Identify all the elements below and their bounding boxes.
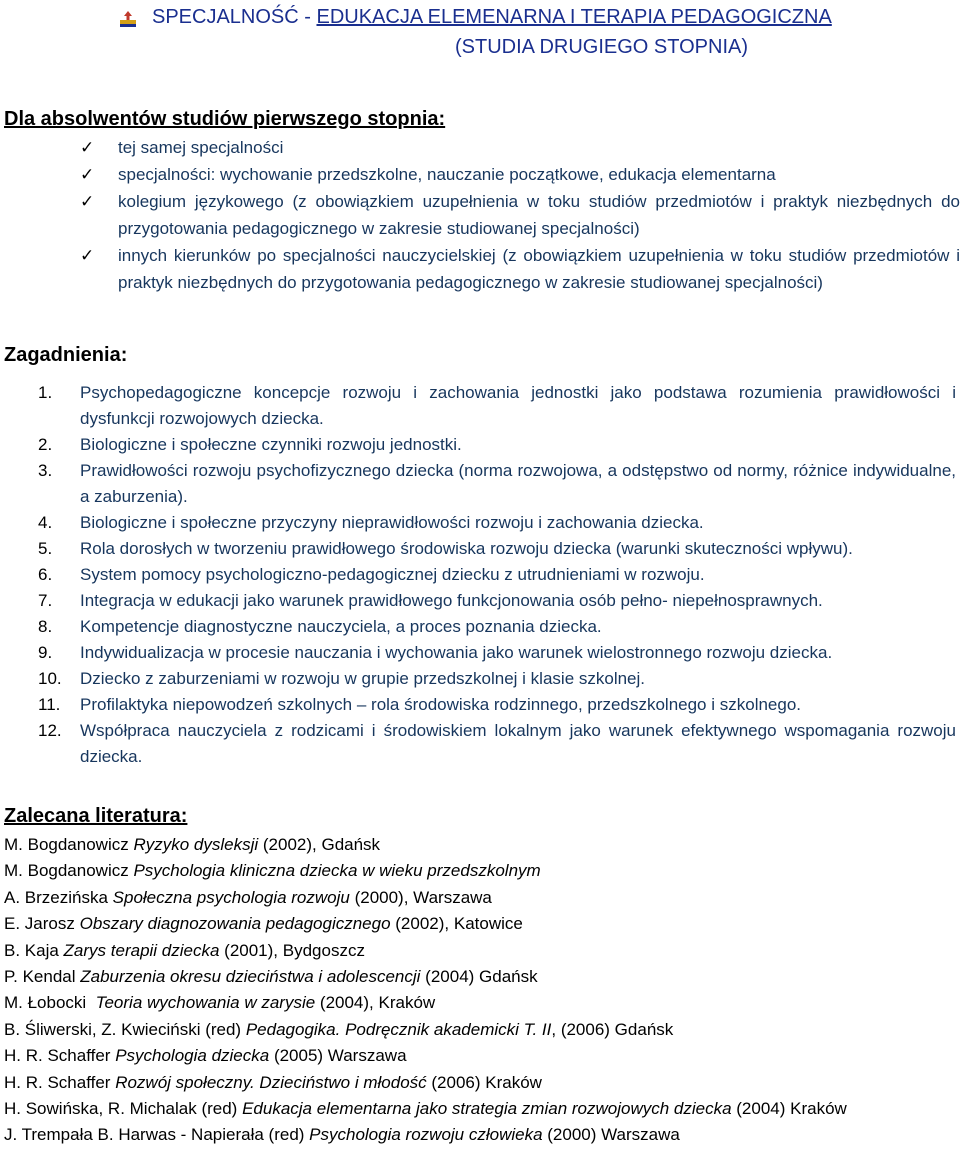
topic-item (0, 640, 956, 666)
list-item (0, 242, 960, 296)
lit-title: Społeczna psychologia rozwoju (112, 887, 350, 907)
lit-details: (2001), Bydgoszcz (219, 940, 365, 960)
lit-author: J. Trempała B. Harwas - Napierała (red) (4, 1125, 310, 1145)
topic-item (0, 380, 956, 432)
lit-details: (2002), Gdańsk (258, 835, 381, 854)
lit-title: Psychologia kliniczna dziecka w wieku przedszkolnym (133, 861, 541, 881)
page-title (152, 6, 832, 29)
page-subtitle: (STUDIA DRUGIEGO STOPNIA) (455, 36, 748, 58)
list-item (0, 161, 960, 188)
lit-title: Zaburzenia okresu dzieciństwa i adolescencji (80, 967, 421, 987)
topic-text: Integracja w edukacji jako warunek prawidłowego funkcjonowania osób pełno- niepełnosprawnych. (80, 591, 823, 610)
literature-item (4, 990, 847, 1016)
topic-text: Rola dorosłych w tworzeniu prawidłowego środowiska rozwoju dziecka (warunki skuteczności wpływu). (80, 539, 853, 558)
topic-text: Profilaktyka niepowodzeń szkolnych – rola środowiska rodzinnego, przedszkolnego i szkolnego. (80, 695, 802, 714)
list-item-text: tej samej specjalności (118, 138, 284, 157)
eligibility-list (0, 134, 960, 296)
literature-item (4, 1096, 847, 1122)
topic-number: 1. (38, 383, 53, 402)
topic-text: Indywidualizacja w procesie nauczania i wychowania jako warunek wielostronnego rozwoju dziecka. (80, 643, 833, 662)
literature-item (4, 1043, 847, 1069)
literature-item (4, 832, 847, 858)
lit-author: M. Bogdanowicz (4, 835, 134, 854)
lit-author: M. Bogdanowicz (4, 861, 134, 881)
lit-author: H. R. Schaffer (4, 1046, 116, 1066)
lit-details: (2004) Kraków (731, 1099, 847, 1119)
topic-item (0, 536, 956, 562)
lit-details: (2004), Kraków (315, 993, 436, 1013)
topic-number: 4. (38, 513, 53, 532)
lit-author: H. Sowińska, R. Michalak (red) (4, 1099, 243, 1119)
topic-text: Dziecko z zaburzeniami w rozwoju w grupie przedszkolnej i klasie szkolnej. (80, 669, 646, 688)
title-prefix: SPECJALNOŚĆ - (152, 6, 317, 28)
lit-author: B. Kaja (4, 940, 64, 960)
lit-title: Rozwój społeczny. Dzieciństwo i młodość (115, 1072, 427, 1092)
lit-title: Edukacja elementarna jako strategia zmian rozwojowych dziecka (242, 1099, 732, 1119)
lit-author: B. Śliwerski, Z. Kwieciński (red) (4, 1019, 246, 1039)
checkmark-icon: ✓ (80, 192, 95, 211)
lit-details: (2006) Kraków (426, 1072, 542, 1092)
topic-item (0, 510, 956, 536)
lit-details: , (2006) Gdańsk (551, 1019, 674, 1039)
literature-item (4, 885, 847, 911)
topic-item (0, 588, 956, 614)
lit-title: Teoria wychowania w zarysie (95, 993, 316, 1013)
topic-item (0, 718, 956, 770)
topic-text: Współpraca nauczyciela z rodzicami i środowiskiem lokalnym jako warunek efektywnego wspomagania rozwoju dziecka. (80, 721, 956, 766)
topic-item (0, 458, 956, 510)
topic-item (0, 432, 956, 458)
topic-text: Kompetencje diagnostyczne nauczyciela, a proces poznania dziecka. (80, 617, 602, 636)
lit-details: (2004) Gdańsk (420, 967, 538, 987)
literature-item (4, 911, 847, 937)
lit-details: (2000), Warszawa (349, 887, 492, 907)
topic-text: Psychopedagogiczne koncepcje rozwoju i zachowania jednostki jako podstawa rozumienia prawidłowości i dysfunkcji rozwojowych dziecka. (80, 383, 956, 428)
eligibility-heading: Dla absolwentów studiów pierwszego stopnia: (4, 108, 446, 130)
lit-title: Pedagogika. Podręcznik akademicki T. II (245, 1019, 552, 1039)
literature-list (4, 832, 847, 1149)
list-item (0, 134, 960, 161)
topic-number: 8. (38, 617, 53, 636)
topics-list (0, 380, 960, 770)
title-main: EDUKACJA ELEMENARNA I TERAPIA PEDAGOGICZNA (316, 6, 832, 28)
lit-title: Psychologia dziecka (115, 1046, 270, 1066)
topic-number: 7. (38, 591, 53, 610)
lit-author: H. R. Schaffer (4, 1072, 116, 1092)
topic-item (0, 692, 956, 718)
lit-title: Psychologia rozwoju człowieka (309, 1125, 543, 1145)
topic-number: 9. (38, 643, 53, 662)
literature-heading: Zalecana literatura: (4, 805, 188, 827)
lit-author: E. Jarosz (4, 914, 80, 934)
topic-text: Prawidłowości rozwoju psychofizycznego dziecka (norma rozwojowa, a odstępstwo od normy, różnice indywidualne, a zaburzenia). (80, 461, 956, 506)
topics-heading: Zagadnienia: (4, 344, 128, 366)
topic-item (0, 666, 956, 692)
topic-item (0, 562, 956, 588)
topic-text: Biologiczne i społeczne przyczyny nieprawidłowości rozwoju i zachowania dziecka. (80, 513, 704, 532)
literature-item (4, 1070, 847, 1096)
literature-item (4, 1017, 847, 1043)
topic-number: 2. (38, 435, 53, 454)
lit-details: (2000) Warszawa (542, 1125, 680, 1145)
topic-item (0, 614, 956, 640)
literature-item (4, 938, 847, 964)
lit-author: M. Łobocki (4, 993, 96, 1013)
topic-number: 3. (38, 461, 53, 480)
topic-number: 11. (38, 695, 61, 714)
list-item (0, 188, 960, 242)
lit-details: (2005) Warszawa (269, 1046, 407, 1066)
lit-title: Zarys terapii dziecka (63, 940, 220, 960)
topic-text: Biologiczne i społeczne czynniki rozwoju jednostki. (80, 435, 462, 454)
book-arrow-icon (118, 11, 138, 29)
topic-text: System pomocy psychologiczno-pedagogicznej dziecku z utrudnieniami w rozwoju. (80, 565, 705, 584)
lit-author: A. Brzezińska (4, 887, 113, 907)
lit-title: Obszary diagnozowania pedagogicznego (79, 914, 391, 934)
checkmark-icon: ✓ (80, 165, 95, 184)
topic-number: 6. (38, 565, 53, 584)
list-item-text: specjalności: wychowanie przedszkolne, nauczanie początkowe, edukacja elementarna (118, 165, 776, 184)
list-item-text: innych kierunków po specjalności nauczycielskiej (z obowiązkiem uzupełnienia w toku studiów przedmiotów i praktyk niezbędnych do przygotowania pedagogicznego w zakresie studiowanej specjalności) (118, 246, 960, 292)
checkmark-icon: ✓ (80, 138, 95, 157)
literature-item (4, 964, 847, 990)
lit-details: (2002), Katowice (390, 914, 523, 934)
list-item-text: kolegium językowego (z obowiązkiem uzupełnienia w toku studiów przedmiotów i praktyk niezbędnych do przygotowania pedagogicznego w zakresie studiowanej specjalności) (118, 192, 960, 238)
topic-number: 5. (38, 539, 53, 558)
lit-title: Ryzyko dysleksji (133, 835, 259, 854)
literature-item (4, 1122, 847, 1148)
lit-author: P. Kendal (4, 967, 81, 987)
literature-item (4, 858, 847, 884)
topic-number: 12. (38, 721, 62, 740)
checkmark-icon: ✓ (80, 246, 95, 265)
topic-number: 10. (38, 669, 62, 688)
